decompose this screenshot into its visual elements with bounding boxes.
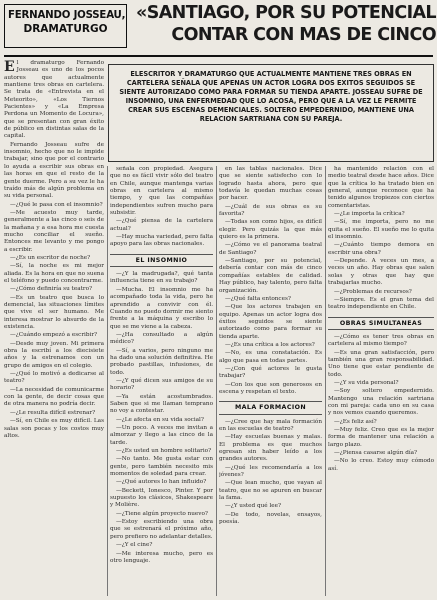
article-paragraph: —¿Cuánto tiempo demora en escribir una obra?: [328, 242, 434, 256]
article-paragraph: señala con propiedad. Asegura que no es fácil vivir sólo del teatro en Chile, aunque mantenga varias obras en cartelera al mismo tiempo, y que las compañías independientes sufren mucho para subsistir.: [110, 166, 213, 217]
article-paragraph: —Ya están acostumbrados. Saben que si me llaman temprano no voy a contestar.: [110, 393, 213, 415]
article-paragraph: —¿Piensa casarse algún día?: [334, 450, 418, 457]
article-paragraph: —¿Qué le pasa con el insomnio?: [10, 201, 103, 208]
article-paragraph: El dramaturgo Fernando Josseau es uno de los pocos autores que actualmente mantiene tres obras en cartelera. Se trata de «Entrevista en el Meteorito», «Los Tiernos Pacientes» y «La Empresa Perdona un Momento de Locura», que se presentan con gran éxito de público en distintas salas de la capital.: [4, 60, 104, 140]
article-paragraph: —¿Es usted un hombre solitario?: [116, 448, 212, 455]
article-paragraph: —¿Cuándo empezó a escribir?: [10, 332, 98, 339]
article-paragraph: Fernando Josseau sufre de insomnio, hecho que no le impide trabajar, sino que por el contrario lo ayuda a escribir sus obras en las horas en que el resto de la gente duerme. Pero a su vez le ha traído más de algún problema en su vida personal.: [4, 141, 104, 200]
article-paragraph: —Estoy escribiendo una obra que se estrenará el próximo año, pero prefiero no adelantar detalles.: [110, 519, 213, 540]
article-paragraph: —Hay escuelas buenas y malas. El problema es que muchos egresan sin haber leído a los grandes autores.: [219, 434, 322, 463]
section-subhead: EL INSOMNIO: [110, 254, 213, 267]
article-paragraph: —No tanto. Me gusta estar con gente, pero también necesito mis momentos de soledad para crear.: [110, 456, 213, 478]
article-paragraph: —¿Cómo es tener tres obras en cartelera al mismo tiempo?: [328, 333, 434, 348]
article-paragraph: ha mantenido relación con el medio teatral desde hace años. Dice que la crítica lo ha tratado bien en general, aunque reconoce que ha tenido algunos tropiezos con ciertos comentaristas.: [328, 166, 434, 209]
article-paragraph: —Me acuesto muy tarde, generalmente a las cinco o seis de la mañana y a esa hora me cuesta mucho conciliar el sueño. Entonces me levanto y me pongo a escribir.: [4, 209, 104, 253]
drop-cap: E: [4, 60, 15, 75]
article-paragraph: —¿Es feliz así?: [334, 418, 377, 425]
article-paragraph: —Desde muy joven. Mi primera obra la escribí a los diecisiete años y la estrenamos con un grupo de amigos en el colegio.: [4, 340, 104, 369]
section-subhead: OBRAS SIMULTANEAS: [328, 317, 434, 330]
article-paragraph: —¿Es un escritor de noche?: [10, 254, 91, 261]
article-paragraph: —¿Le afecta en su vida social?: [116, 416, 204, 423]
section-subhead: MALA FORMACION: [219, 401, 322, 414]
article-paragraph: —Muy feliz. Creo que es la mejor forma de mantener una relación a largo plazo.: [328, 427, 434, 448]
article-paragraph: —¿Le importa la crítica?: [334, 211, 405, 218]
article-paragraph: —¿Tiene algún proyecto nuevo?: [116, 510, 208, 517]
article-column-3: [219, 166, 322, 596]
article-paragraph: —¿Y el cine?: [116, 542, 153, 549]
article-paragraph: —¿Qué autores lo han influido?: [116, 479, 207, 486]
article-paragraph: —Santiago, por su potencial, debería contar con más de cinco compañías estables de calidad. Hay público, hay talento, pero falta organización.: [219, 258, 322, 294]
article-paragraph: —¿Y qué dicen sus amigos de su horario?: [110, 377, 213, 392]
article-paragraph: —Siempre. Es el gran tema del teatro independiente en Chile.: [328, 296, 434, 311]
article-paragraph: —¿Y usted qué lee?: [225, 503, 282, 510]
article-paragraph: —Hay mucha variedad, pero falta apoyo para las obras nacionales.: [110, 234, 213, 248]
article-paragraph: —Que lean mucho, que vayan al teatro, que no se apuren en buscar la fama.: [219, 480, 322, 502]
article-paragraph: —Un poco. A veces me invitan a almorzar y llego a las cinco de la tarde.: [110, 425, 213, 446]
article-paragraph: —¿Qué piensa de la cartelera actual?: [110, 218, 213, 232]
headline-line-1: «SANTIAGO, POR SU POTENCIAL: [136, 3, 436, 23]
article-paragraph: —Sí, la noche es mi mejor aliada. Es la hora en que no suena el teléfono y puedo concentrarme.: [4, 263, 104, 284]
column-divider: [216, 166, 217, 596]
article-paragraph: —Sí, a varios, pero ninguno me ha dado una solución definitiva. He probado pastillas, infusiones, de todo.: [110, 347, 213, 376]
article-paragraph: —¿Cómo definiría su teatro?: [10, 286, 93, 293]
article-paragraph: —¿Es una crítica a los actores?: [225, 341, 315, 348]
article-paragraph: —Depende. A veces un mes, a veces un año. Hay obras que salen solas y otras que hay que trabajarlas mucho.: [328, 258, 434, 287]
column-divider: [325, 166, 326, 596]
article-paragraph: —No lo creo. Estoy muy cómodo así.: [328, 458, 434, 472]
article-paragraph: —¿Cree que hay mala formación en las escuelas de teatro?: [219, 418, 322, 432]
headline: [132, 2, 436, 54]
article-column-2: [110, 166, 213, 596]
article-paragraph: —Todas son como hijos, es difícil elegir. Pero quizás la que más quiero es la primera.: [219, 219, 322, 241]
article-paragraph: —Mucha. El insomnio me ha acompañado toda la vida, pero he aprendido a convivir con él. Cuando no puedo dormir me siento frente a la máquina y escribo lo que se me viene a la cabeza.: [110, 286, 213, 330]
article-paragraph: —Soy soltero empedernido. Mantengo una relación sartriana con mi pareja: cada uno en su casa y nos vemos cuando queremos.: [328, 388, 434, 417]
article-paragraph: —¿Le resulta difícil estrenar?: [10, 409, 96, 416]
article-paragraph: —Sí, en Chile es muy difícil. Las salas son pocas y los costos muy altos.: [4, 418, 104, 439]
article-paragraph: —¿Qué lo motivó a dedicarse al teatro?: [4, 371, 104, 385]
article-paragraph: —La necesidad de comunicarme con la gente, de decir cosas que de otra manera no podría decir.: [4, 386, 104, 408]
column-divider: [107, 166, 108, 596]
lead-paragraph: ELESCRITOR Y DRAMATURGO QUE ACTUALMENTE MANTIENE TRES OBRAS EN CARTELERA SEÑALA QUE APENAS UN ACTOR LOGRA DOS EXITOS SEGUIDOS SE SIENTE AUTORIZADO COMO PARA FORMAR SU TIENDA APARTE. JOSSEAU SUFRE DE INSOMNIO, UNA ENFERMEDAD QUE LO ACOSA, PERO QUE A LA VEZ LE PERMITE CREAR SUS ESCENAS DEMENCIALES. SOLTERO EMPEDERNIDO, MANTIENE UNA RELACION SARTRIANA CON SU PAREJA.: [108, 64, 434, 162]
article-paragraph: —¿Con qué actores le gusta trabajar?: [219, 365, 322, 380]
article-paragraph: en las tablas nacionales. Dice que se siente satisfecho con lo logrado hasta ahora, pero que todavía le quedan muchas cosas por hacer.: [219, 166, 322, 202]
article-paragraph: —Es una gran satisfacción, pero también una gran responsabilidad. Uno tiene que estar pendiente de todo.: [328, 349, 434, 378]
article-paragraph: —¿Cuál de sus obras es su favorita?: [219, 203, 322, 218]
article-paragraph: —No, es una constatación. Es algo que pasa en todas partes.: [219, 350, 322, 364]
article-column-1: [4, 60, 104, 596]
article-paragraph: —¿Ha consultado a algún médico?: [110, 331, 213, 346]
byline-role: DRAMATURGO: [23, 23, 108, 35]
header-rule: [4, 55, 433, 57]
article-paragraph: —¿Qué falta entonces?: [225, 295, 291, 302]
article-paragraph: —¿Cómo ve el panorama teatral de Santiago?: [219, 242, 322, 256]
article-paragraph: —De todo, novelas, ensayos, poesía.: [219, 511, 322, 526]
article-paragraph: —¿Qué les recomendaría a los jóvenes?: [219, 464, 322, 479]
article-paragraph: —¿Y su vida personal?: [334, 379, 399, 386]
article-paragraph: —Con los que son generosos en escena y respetan el texto.: [219, 381, 322, 395]
article-paragraph: —Sí, me importa, pero no me quita el sueño. El sueño me lo quita el insomnio.: [328, 219, 434, 241]
byline-box: [4, 4, 127, 48]
article-column-4: [328, 166, 434, 596]
headline-line-2: CONTAR CON MAS DE CINCO: [171, 25, 436, 45]
article-paragraph: —¿Problemas de recursos?: [334, 288, 412, 295]
article-paragraph: —Me interesa mucho, pero es otro lenguaje.: [110, 550, 213, 564]
article-paragraph: —¿Y la madrugada?, qué tanta influencia tiene en su trabajo?: [110, 271, 213, 285]
article-paragraph: —Que los actores trabajen en equipo. Apenas un actor logra dos éxitos seguidos se siente autorizado como para formar su tienda aparte.: [219, 304, 322, 340]
article-paragraph: —Beckett, Ionesco, Pinter. Y por supuesto los clásicos, Shakespeare y Molière.: [110, 487, 213, 509]
article-paragraph: —Es un teatro que busca lo demencial, las situaciones límites que vive el ser humano. Me interesa mostrar lo absurdo de la existencia.: [4, 294, 104, 331]
byline-name: FERNANDO JOSSEAU,: [8, 10, 126, 21]
